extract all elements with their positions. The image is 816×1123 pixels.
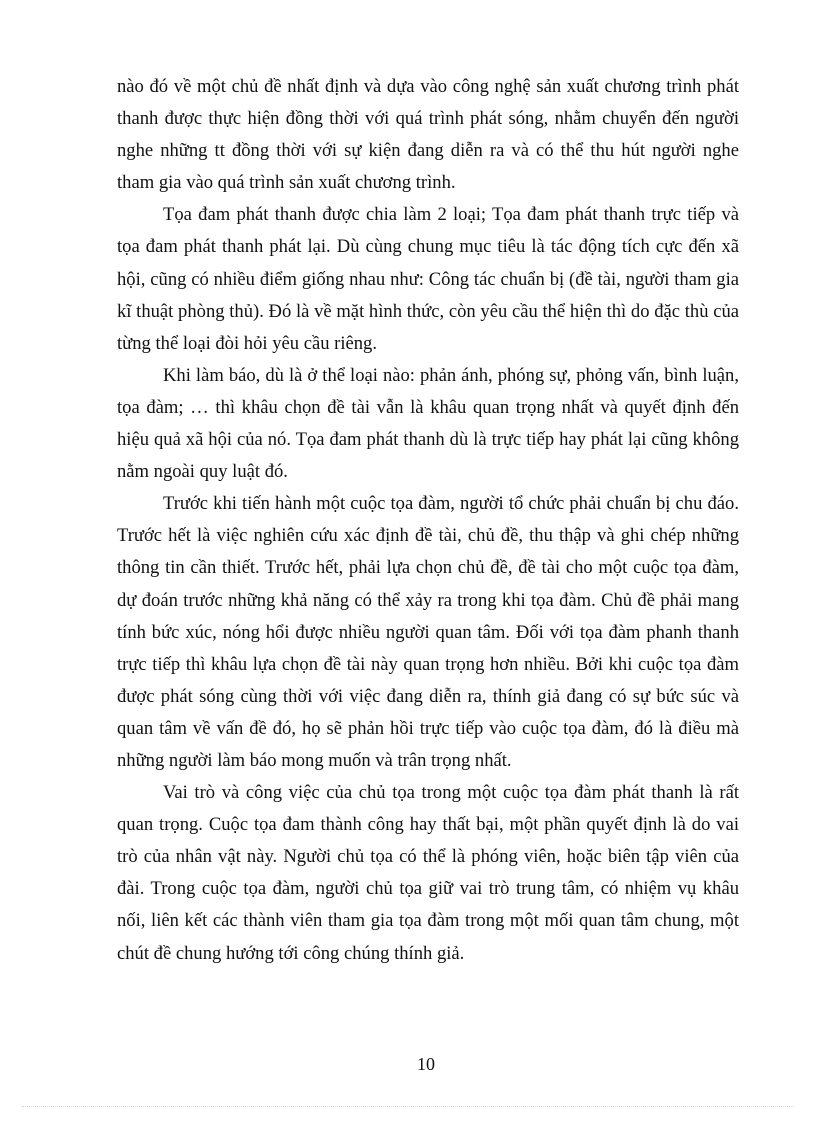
paragraph-continuation: nào đó về một chủ đề nhất định và dựa vào công nghệ sản xuất chương trình phát thanh được thực hiện đồng thời với quá trình phát sóng, nhằm chuyển đến người nghe những tt đồng thời với sự kiện đang diễn ra và có thể thu hút người nghe tham gia vào quá trình sản xuất chương trình. xyxy=(117,76,739,194)
paragraph-types-of-talkshow: Tọa đam phát thanh được chia làm 2 loại; Tọa đam phát thanh trực tiếp và tọa đam phát thanh phát lại. Dù cùng chung mục tiêu là tác động tích cực đến xã hội, cũng có nhiều điểm giống nhau như: Công tác chuẩn bị (đề tài, người tham gia kĩ thuật phòng thủ). Đó là về mặt hình thức, còn yêu cầu thể hiện thì do đặc thù của từng thể loại đòi hỏi yêu cầu riêng. xyxy=(117,204,739,354)
paragraph-host-role: Vai trò và công việc của chủ tọa trong một cuộc tọa đàm phát thanh là rất quan trọng. Cuộc tọa đam thành công hay thất bại, một phần quyết định là do vai trò của nhân vật này. Người chủ tọa có thể là phóng viên, hoặc biên tập viên của đài. Trong cuộc tọa đàm, người chủ tọa giữ vai trò trung tâm, có nhiệm vụ khâu nối, liên kết các thành viên tham gia tọa đàm trong một mối quan tâm chung, một chút đề chung hướng tới công chúng thính giả. xyxy=(117,782,739,964)
page-number: 10 xyxy=(417,1054,435,1074)
paragraph-preparation: Trước khi tiến hành một cuộc tọa đàm, người tổ chức phải chuẩn bị chu đáo. Trước hết là việc nghiên cứu xác định đề tài, chủ đề, thu thập và ghi chép những thông tin cần thiết. Trước hết, phải lựa chọn chủ đề, đề tài cho một cuộc tọa đàm, dự đoán trước những khả năng có thể xảy ra trong khi tọa đàm. Chủ đề phải mang tính bức xúc, nóng hổi được nhiều người quan tâm. Đối với tọa đàm phanh thanh trực tiếp thì khâu lựa chọn đề tài này quan trọng hơn nhiều. Bởi khi cuộc tọa đàm được phát sóng cùng thời với việc đang diễn ra, thính giả đang có sự bức súc và quan tâm về vấn đề đó, họ sẽ phản hồi trực tiếp vào cuộc tọa đàm, đó là điều mà những người làm báo mong muốn và trân trọng nhất. xyxy=(117,493,739,771)
page-bottom-divider xyxy=(22,1106,794,1107)
body-text xyxy=(117,71,739,970)
paragraph-choosing-topic: Khi làm báo, dù là ở thể loại nào: phản ánh, phóng sự, phỏng vấn, bình luận, tọa đàm; … thì khâu chọn đề tài vẫn là khâu quan trọng nhất và quyết định đến hiệu quả xã hội của nó. Tọa đam phát thanh dù là trực tiếp hay phát lại cũng không nằm ngoài quy luật đó. xyxy=(117,364,739,483)
